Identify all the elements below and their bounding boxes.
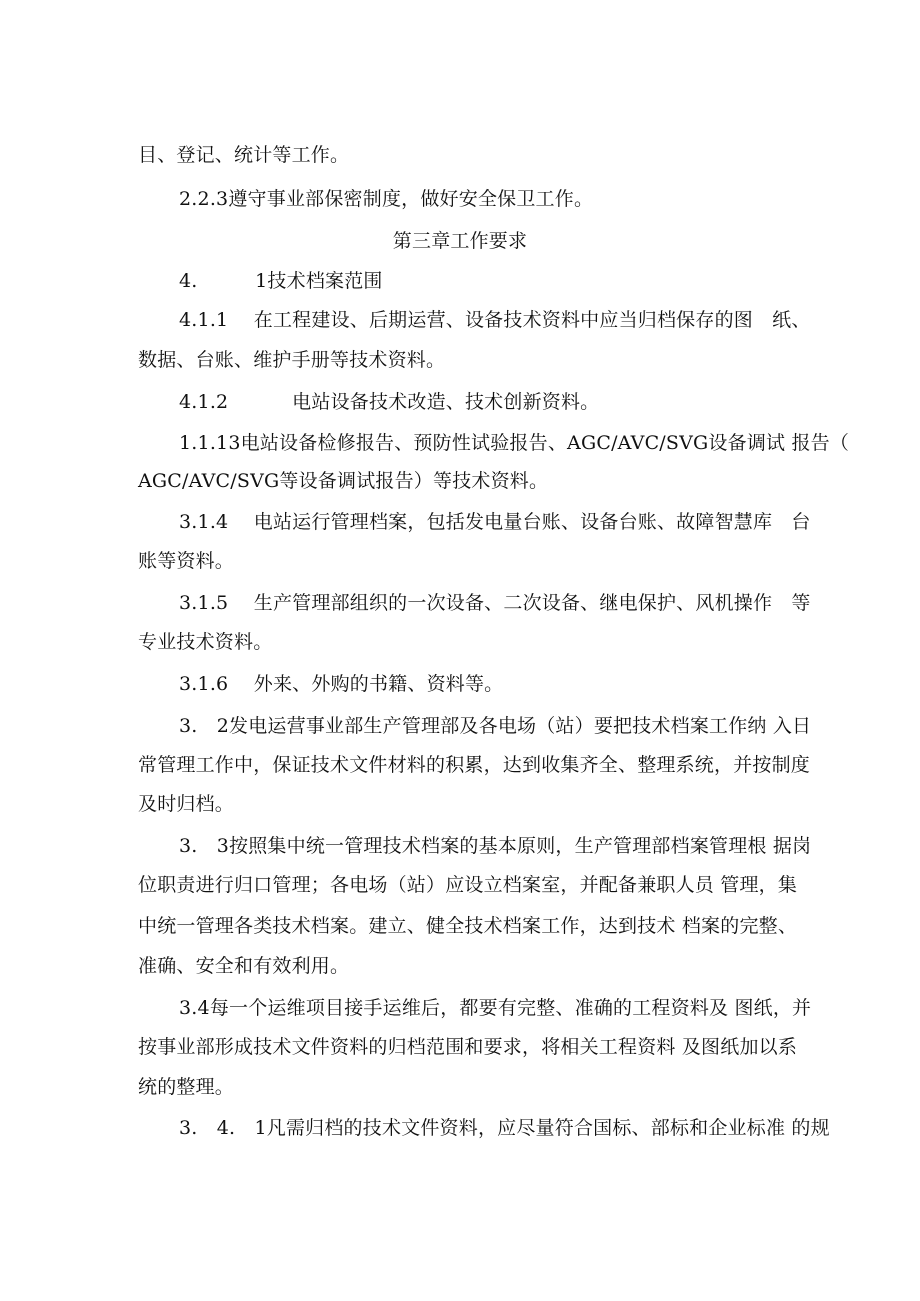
- body-line: 3. 3按照集中统一管理技术档案的基本原则，生产管理部档案管理根 据岗: [179, 835, 812, 857]
- body-line: 目、登记、统计等工作。: [138, 144, 350, 166]
- body-line: 1.1.13电站设备检修报告、预防性试验报告、AGC/AVC/SVG设备调试 报告（: [179, 432, 850, 454]
- body-line: 常管理工作中，保证技术文件材料的积累，达到收集齐全、整理系统，并按制度: [138, 754, 811, 776]
- body-line: 3.4每一个运维项目接手运维后，都要有完整、准确的工程资料及 图纸，并: [179, 997, 812, 1019]
- body-line: 账等资料。: [138, 550, 235, 572]
- body-line: 按事业部形成技术文件资料的归档范围和要求，将相关工程资料 及图纸加以系: [138, 1036, 798, 1058]
- body-line: 4.1.1 在工程建设、后期运营、设备技术资料中应当归档保存的图 纸、: [179, 309, 811, 331]
- body-line: 数据、台账、维护手册等技术资料。: [138, 349, 446, 371]
- body-line: 3. 4. 1凡需归档的技术文件资料，应尽量符合国标、部标和企业标准 的规: [179, 1117, 830, 1139]
- body-line: 中统一管理各类技术档案。建立、健全技术档案工作，达到技术 档案的完整、: [138, 915, 798, 937]
- body-line: 专业技术资料。: [138, 631, 273, 653]
- body-line: 3. 2发电运营事业部生产管理部及各电场（站）要把技术档案工作纳 入日: [179, 715, 812, 737]
- section-heading: 4. 1技术档案范围: [179, 270, 383, 292]
- body-line: 2.2.3遵守事业部保密制度，做好安全保卫工作。: [179, 188, 594, 210]
- chapter-heading: 第三章工作要求: [392, 230, 528, 252]
- body-line: 及时归档。: [138, 793, 235, 815]
- body-line: 3.1.6 外来、外购的书籍、资料等。: [179, 673, 504, 695]
- body-line: 3.1.4 电站运行管理档案，包括发电量台账、设备台账、故障智慧库 台: [179, 511, 811, 533]
- body-line: 统的整理。: [138, 1076, 235, 1098]
- body-line: 位职责进行归口管理；各电场（站）应设立档案室，并配备兼职人员 管理，集: [138, 874, 798, 896]
- body-line: 3.1.5 生产管理部组织的一次设备、二次设备、继电保护、风机操作 等: [179, 592, 811, 614]
- body-line: 准确、安全和有效利用。: [138, 955, 350, 977]
- body-line: AGC/AVC/SVG等设备调试报告）等技术资料。: [138, 470, 549, 492]
- body-line: 4.1.2 电站设备技术改造、技术创新资料。: [179, 391, 600, 413]
